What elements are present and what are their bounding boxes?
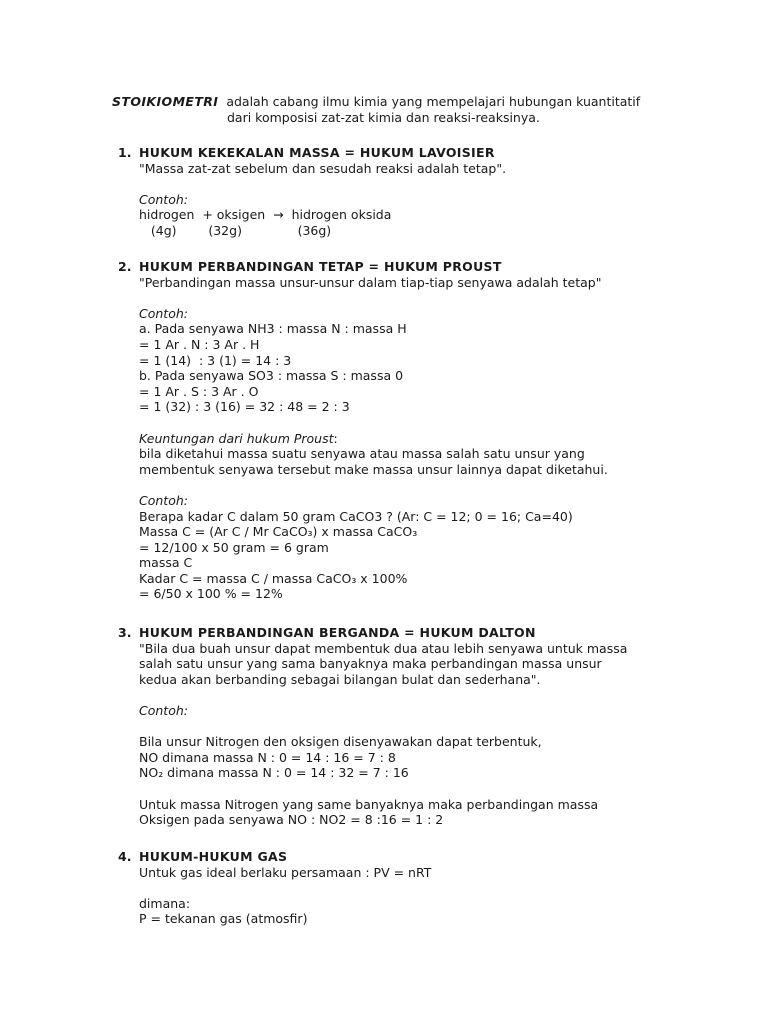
calc-line: = 6/50 x 100 % = 12% — [139, 586, 283, 602]
example-line: = 1 Ar . N : 3 Ar . H — [139, 336, 260, 352]
section-hukum-lavoisier — [118, 145, 738, 239]
law-statement-line: salah satu unsur yang sama banyaknya maka perbandingan massa unsur — [139, 656, 602, 672]
example-label: Contoh: — [139, 191, 188, 207]
section-hukum-gas — [118, 849, 738, 927]
section-heading: HUKUM PERBANDINGAN BERGANDA = HUKUM DALTON — [139, 625, 536, 640]
intro-definition-line-1: adalah cabang ilmu kimia yang mempelajari hubungan kuantitatif — [226, 94, 641, 109]
calc-line: Kadar C = massa C / massa CaCO₃ x 100% — [139, 570, 408, 586]
gas-equation-line: Untuk gas ideal berlaku persamaan : PV = nRT — [139, 864, 432, 880]
advantage-label-colon: : — [333, 430, 338, 446]
conclusion-line: Untuk massa Nitrogen yang same banyaknya maka perbandingan massa — [139, 796, 599, 812]
example-line: = 1 (14) : 3 (1) = 14 : 3 — [139, 352, 292, 368]
section-heading: HUKUM PERBANDINGAN TETAP = HUKUM PROUST — [139, 259, 502, 274]
advantage-line: membentuk senyawa tersebut make massa unsur lainnya dapat diketahui. — [139, 461, 608, 477]
example-label: Contoh: — [139, 305, 188, 321]
calc-line: Massa C = (Ar C / Mr CaCO₃) x massa CaCO₃ — [139, 524, 418, 540]
section-hukum-dalton — [118, 625, 738, 828]
example-line: = 1 Ar . S : 3 Ar . O — [139, 383, 259, 399]
example-line: a. Pada senyawa NH3 : massa N : massa H — [139, 321, 407, 337]
section-hukum-proust — [118, 259, 738, 602]
example-label: Contoh: — [139, 492, 188, 508]
conclusion-line: Oksigen pada senyawa NO : NO2 = 8 :16 = 1 : 2 — [139, 812, 444, 828]
law-statement-line: "Bila dua buah unsur dapat membentuk dua atau lebih senyawa untuk massa — [139, 640, 628, 656]
variable-definition: P = tekanan gas (atmosfir) — [139, 911, 308, 927]
law-statement-line: kedua akan berbanding sebagai bilangan bulat dan sederhana". — [139, 671, 541, 687]
example-line: b. Pada senyawa SO3 : massa S : massa 0 — [139, 368, 404, 384]
section-number: 3. — [118, 625, 132, 640]
section-heading: HUKUM KEKEKALAN MASSA = HUKUM LAVOISIER — [139, 145, 495, 160]
example-line: = 1 (32) : 3 (16) = 32 : 48 = 2 : 3 — [139, 399, 350, 415]
example-line: NO dimana massa N : 0 = 14 : 16 = 7 : 8 — [139, 749, 396, 765]
reaction-equation: hidrogen + oksigen → hidrogen oksida — [139, 207, 392, 223]
example-label: Contoh: — [139, 702, 188, 718]
advantage-label-text: Keuntungan dari hukum Proust — [139, 430, 334, 446]
example-line: NO₂ dimana massa N : 0 = 14 : 32 = 7 : 16 — [139, 765, 409, 781]
reaction-masses: (4g) (32g) (36g) — [139, 222, 332, 238]
section-number: 2. — [118, 259, 132, 274]
section-number: 1. — [118, 145, 132, 160]
calc-line: Berapa kadar C dalam 50 gram CaCO3 ? (Ar: C = 12; 0 = 16; Ca=40) — [139, 508, 573, 524]
law-statement: "Perbandingan massa unsur-unsur dalam tiap-tiap senyawa adalah tetap" — [139, 274, 602, 290]
advantage-line: bila diketahui massa suatu senyawa atau massa salah satu unsur yang — [139, 446, 585, 462]
section-number: 4. — [118, 849, 132, 864]
calc-line: = 12/100 x 50 gram = 6 gram — [139, 539, 329, 555]
section-heading: HUKUM-HUKUM GAS — [139, 849, 288, 864]
intro-term: STOIKIOMETRI — [112, 94, 219, 109]
advantage-label — [139, 431, 738, 447]
law-statement: "Massa zat-zat sebelum dan sesudah reaksi adalah tetap". — [139, 160, 507, 176]
calc-line: massa C — [139, 555, 193, 571]
intro-definition-line-2: dari komposisi zat-zat kimia dan reaksi-reaksinya. — [227, 109, 540, 125]
where-label: dimana: — [139, 895, 191, 911]
intro-paragraph — [112, 94, 712, 125]
example-line: Bila unsur Nitrogen den oksigen disenyawakan dapat terbentuk, — [139, 734, 542, 750]
